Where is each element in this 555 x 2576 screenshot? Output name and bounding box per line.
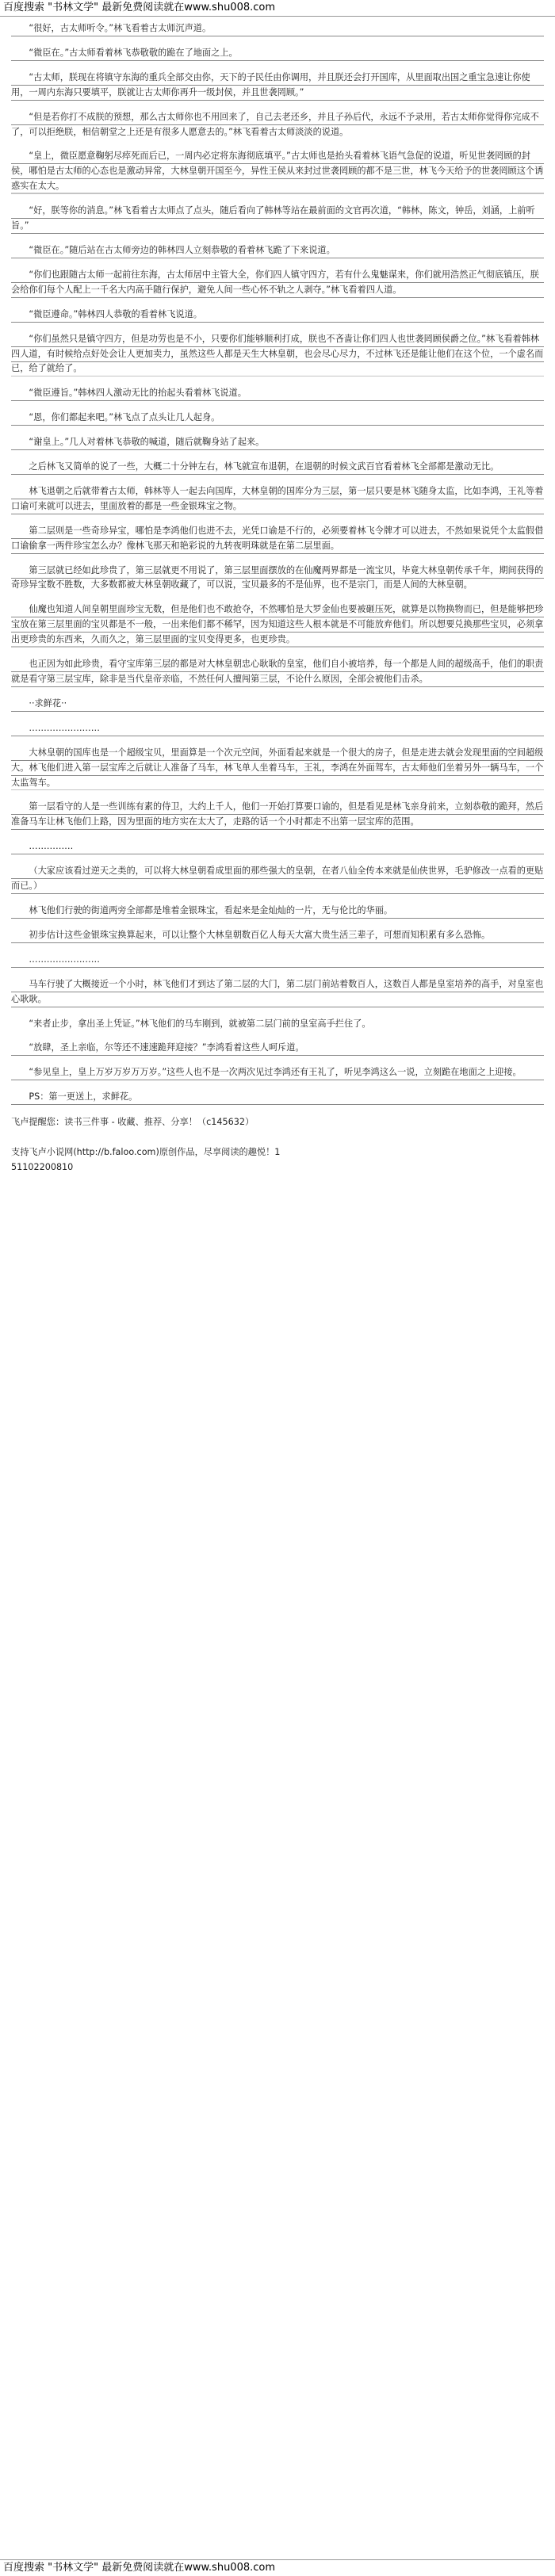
paragraph: “恩，你们都起来吧。”林飞点了点头让几人起身。: [11, 411, 544, 426]
paragraph: 第二层则是一些奇珍异宝，哪怕是李鸿他们也进不去，光凭口谕是不行的，必须要着林飞令牌才可以进去，不然如果说凭个太监假借口谕偷拿一两件珍宝怎么办？像林飞那天和艳彩说的九转夜明珠就是在第二层里面。: [11, 524, 544, 554]
paragraph: 第一层看守的人是一些训练有素的侍卫，大约上千人，他们一开始打算要口谕的，但是看见是林飞亲身前来，立刻恭敬的跪拜，然后准备马车让林飞他们上路，因为里面的地方实在太大了，走路的话一个小时都走不出第一层宝库的范围。: [11, 800, 544, 830]
paragraph: “参见皇上，皇上万岁万岁万万岁。”这些人也不是一次两次见过李鸿还有王礼了，听见李鸿这么一说，立刻跪在地面之上迎接。: [11, 1065, 544, 1080]
paragraph: ……………………: [11, 721, 544, 736]
paragraph: “皇上，微臣愿意鞠躬尽瘁死而后已，一周内必定将东海彻底填平。”古太师也是抬头看着林飞语气急促的说道，听见世袭罔顾的封侯，哪怕是古太师的心态也是激动异常，大林皇朝开国至今，异性王侯从来封过世袭罔顾的都不是三世，林飞今天给予的世袭罔顾这个诱惑实在太大。: [11, 149, 544, 194]
paragraph: 也正因为如此珍贵，看守宝库第三层的都是对大林皇朝忠心耿耿的皇室，他们自小被培养，每一个都是人间的超级高手，他们的职责就是看守第三层宝库，除非是当代皇帝亲临，不然任何人擅闯第三层，不论什么原因，全部会被他们击杀。: [11, 657, 544, 687]
paragraph: 初步估计这些金银珠宝换算起来，可以让整个大林皇朝数百亿人每天大富大贵生活三辈子，可想而知积累有多么恐怖。: [11, 928, 544, 943]
top-banner: 百度搜索 "书林文学" 最新免费阅读就在www.shu008.com: [0, 0, 555, 17]
paragraph: “微臣在。”古太师看着林飞恭敬敬的跪在了地面之上。: [11, 46, 544, 61]
footer-line: 51102200810: [11, 1162, 74, 1173]
paragraph: 林飞退朝之后就带着古太师，韩林等人一起去向国库，大林皇朝的国库分为三层，第一层只要是林飞随身太监，比如李鸿，王礼等着口谕可来就可以进去，里面放着的都是一些金银珠宝之物。: [11, 484, 544, 514]
footer-line: 支持飞卢小说网(http://b.faloo.com)原创作品，尽享阅读的趣悦！1: [11, 1147, 281, 1158]
chapter-footer: [11, 1114, 544, 1175]
paragraph: “微臣遵命。”韩林四人恭敬的看着林飞说道。: [11, 308, 544, 323]
paragraph: “好，朕等你的消息。”林飞看着古太师点了点头，随后看向了韩林等站在最前面的文官再次道，“韩林，陈文，钟岳，刘涵，上前听旨。”: [11, 204, 544, 234]
paragraph: ……………………: [11, 953, 544, 968]
bottom-banner: 百度搜索 "书林文学" 最新免费阅读就在www.shu008.com: [0, 2559, 555, 2576]
paragraph: “古太师，朕现在将镇守东海的重兵全部交由你，天下的子民任由你调用，并且朕还会打开国库，从里面取出国之重宝急速让你使用，一周内东海只要填平，朕就让古太师你再升一级封侯，并且世袭罔顾。”: [11, 71, 544, 101]
paragraph: “微臣在。”随后站在古太师旁边的韩林四人立刻恭敬的看着林飞跪了下来说道。: [11, 243, 544, 258]
paragraph: “谢皇上。”几人对着林飞恭敬的喊道，随后就鞠身站了起来。: [11, 435, 544, 450]
paragraph: “放肆，圣上亲临，尔等还不速速跪拜迎接？”李鸿看着这些人呵斥道。: [11, 1041, 544, 1056]
paragraph: ··求鲜花··: [11, 697, 544, 712]
paragraph: （大家应该看过逆天之类的，可以将大林皇朝看成里面的那些强大的皇朝，在者八仙全传本来就是仙侠世界，毛驴修改一点看的更贴而已。）: [11, 864, 544, 894]
paragraph: “微臣遵旨。”韩林四人激动无比的抬起头看着林飞说道。: [11, 386, 544, 401]
paragraph: ……………: [11, 839, 544, 854]
paragraph: “来者止步，拿出圣上凭证。”林飞他们的马车刚到，就被第二层门前的皇室高手拦住了。: [11, 1017, 544, 1032]
paragraph: PS：第一更送上，求鲜花。: [11, 1090, 544, 1105]
paragraph: 之后林飞又简单的说了一些，大概二十分钟左右，林飞就宣布退朝，在退朝的时候文武百官看着林飞全部都是激动无比。: [11, 460, 544, 475]
paragraph: 马车行驶了大概接近一个小时，林飞他们才到达了第二层的大门，第二层门前站着数百人，这数百人都是皇室培养的高手，对皇室也心耿耿。: [11, 977, 544, 1007]
footer-line: 飞卢提醒您：读书三件事 - 收藏、推荐、分享！（c145632）: [11, 1117, 255, 1128]
paragraph: 第三层就已经如此珍贵了，第三层就更不用说了，第三层里面摆放的在仙魔两界都是一流宝贝，毕竟大林皇朝传承千年，期间获得的奇珍异宝数不胜数，大多数都被大林皇朝收藏了，可以说，宝贝最多的不是仙界，也不是宗门，而是人间的大林皇朝。: [11, 564, 544, 594]
paragraph: “很好，古太师听令。”林飞看着古太师沉声道。: [11, 21, 544, 36]
paragraph: 仙魔也知道人间皇朝里面珍宝无数，但是他们也不敢抢夺，不然哪怕是大罗金仙也要被砸压死，就算是以物换物而已，但是能够把珍宝放在第三层里面的宝贝都是不一般，一出来他们都不稀罕，因为知道这些人根本就是不可能放弃他们。所以想要兑换那些宝贝，必须拿出更珍贵的东西来，久而久之，第三层里面的宝贝变得更多，也更珍贵。: [11, 602, 544, 648]
paragraph: 大林皇朝的国库也是一个超级宝贝，里面算是一个次元空间，外面看起来就是一个很大的房子，但是走进去就会发现里面的空间超级大。林飞他们进入第一层宝库之后就让人准备了马车，林飞单人坐着马车，王礼，李鸿在外面驾车，古太师他们坐着另外一辆马车，一个太监驾车。: [11, 746, 544, 791]
paragraph: “你们虽然只是镇守四方，但是功劳也是不小，只要你们能够顺利打成，朕也不吝啬让你们四人也世袭罔顾侯爵之位。”林飞看着韩林四人道，有时候给点好处会让人更加卖力，虽然这些人都是天生大林皇朝，也会尽心尽力，不过林飞还是能让他们在这个位，一个虚名而已，给了就给了。: [11, 332, 544, 377]
footer-line: [11, 1129, 544, 1145]
paragraph: “但是若你打不成朕的预想，那么古太师你也不用回来了，自己去老还乡，并且子孙后代，永远不予录用，若古太师你觉得你完成不了，可以拒绝朕，相信朝堂之上还是有很多人愿意去的。”林飞看着古太师淡淡的说道。: [11, 110, 544, 140]
paragraph: “你们也跟随古太师一起前往东海，古太师居中主管大全，你们四人镇守四方，若有什么鬼魅谋来，你们就用浩然正气彻底镇压，朕会给你们每个人配上一千名大内高手随行保护，避免人间一些心怀不轨之人剥夺。”林飞看着四人道。: [11, 268, 544, 298]
paragraph: 林飞他们行驶的街道两旁全部都是堆着金银珠宝，看起来是金灿灿的一片，无与伦比的华丽。: [11, 904, 544, 919]
chapter-body: [0, 17, 555, 1175]
